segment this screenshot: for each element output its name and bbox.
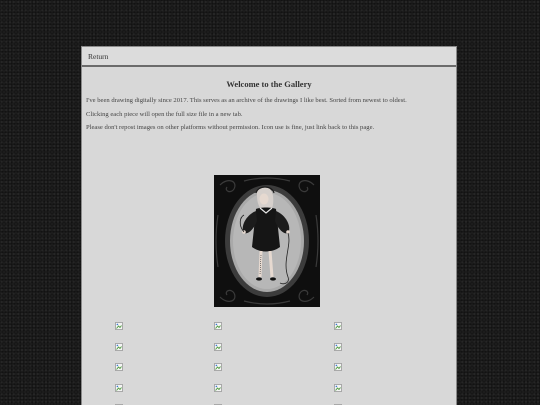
broken-image-icon: [214, 322, 222, 330]
featured-artwork-link[interactable]: [214, 175, 320, 307]
broken-image-icon: [115, 384, 123, 392]
broken-image-icon: [214, 384, 222, 392]
gallery-thumbnail-link[interactable]: [334, 384, 342, 392]
broken-image-icon: [115, 322, 123, 330]
gallery-thumbnail-link[interactable]: [115, 363, 123, 371]
gallery-thumbnail-link[interactable]: [115, 384, 123, 392]
gallery-thumbnail-link[interactable]: [214, 363, 222, 371]
broken-image-icon: [115, 363, 123, 371]
gallery-thumbnail-link[interactable]: [214, 384, 222, 392]
top-nav-bar: [82, 47, 456, 67]
broken-image-icon: [214, 363, 222, 371]
click-note-text: Clicking each piece will open the full size file in a new tab.: [86, 110, 243, 118]
gallery-thumbnail-link[interactable]: [115, 343, 123, 351]
gallery-thumbnail-link[interactable]: [334, 322, 342, 330]
repost-note-text: Please don't repost images on other platforms without permission. Icon use is fine, just link back to this page.: [86, 124, 375, 132]
broken-image-icon: [334, 343, 342, 351]
gallery-thumbnail-link[interactable]: [334, 363, 342, 371]
broken-image-icon: [334, 363, 342, 371]
broken-image-icon: [334, 322, 342, 330]
intro-text: I've been drawing digitally since 2017. This serves as an archive of the drawings I like best. Sorted from newest to oldest.: [86, 97, 407, 104]
broken-image-icon: [214, 343, 222, 351]
gallery-content: [82, 79, 456, 132]
gallery-thumbnail-link[interactable]: [214, 322, 222, 330]
broken-image-icon: [334, 384, 342, 392]
gallery-panel: [81, 46, 457, 405]
gallery-thumbnail-link[interactable]: [334, 343, 342, 351]
page-title: Welcome to the Gallery: [226, 79, 312, 89]
gallery-thumbnail-link[interactable]: [214, 343, 222, 351]
return-link[interactable]: Return: [88, 51, 109, 61]
gallery-thumbnail-link[interactable]: [115, 322, 123, 330]
broken-image-icon: [115, 343, 123, 351]
featured-artwork-image: [214, 175, 320, 307]
